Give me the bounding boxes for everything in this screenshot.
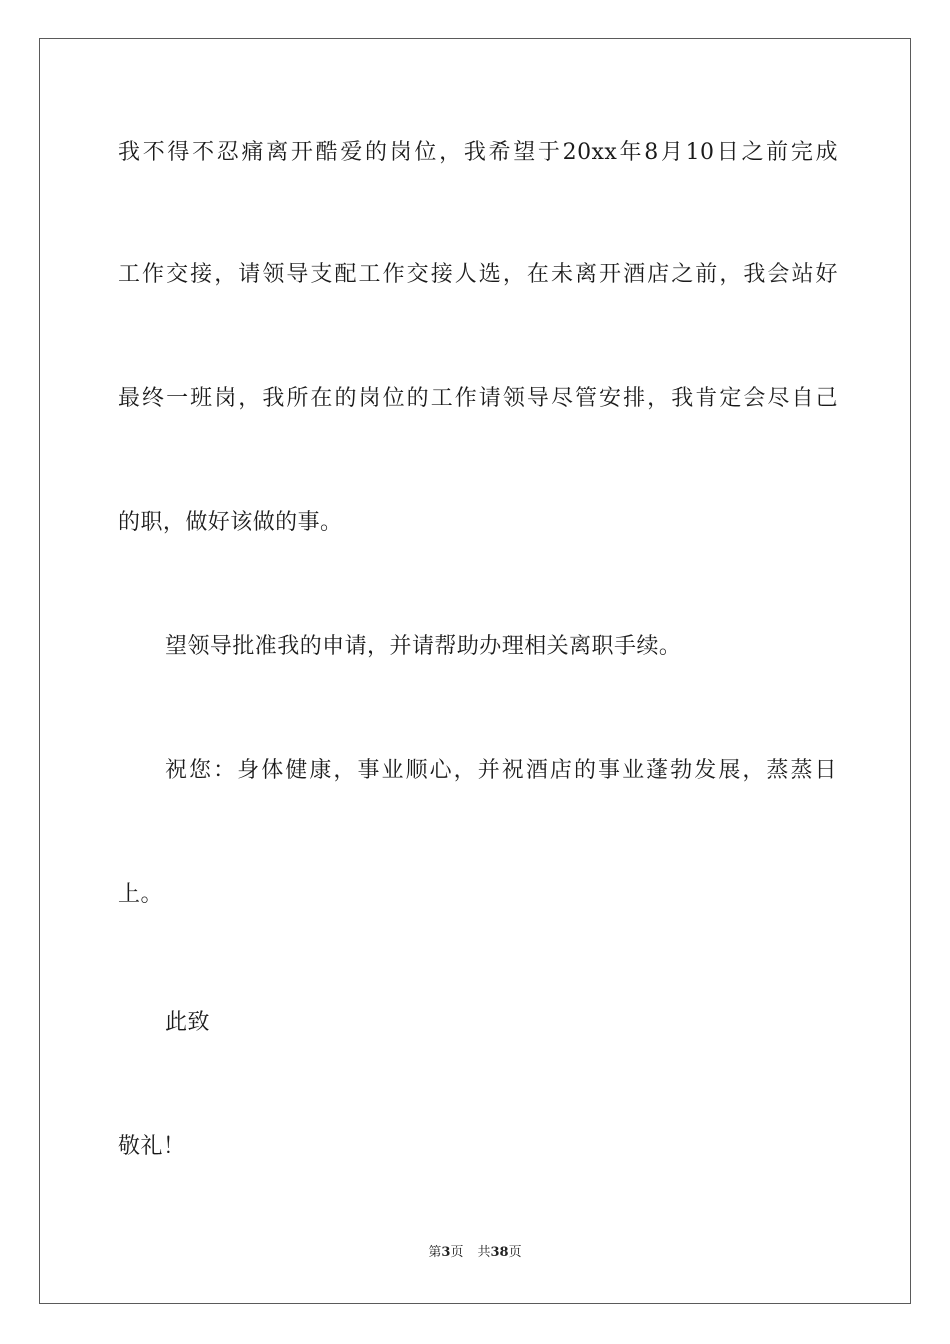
closing-regards: 敬礼！ [118,1134,186,1159]
wishes-line-2: 上。 [118,882,163,907]
closing-salutation: 此致 [165,1010,210,1035]
footer-page-prefix: 第 [428,1245,442,1260]
body-line-4: 的职，做好该做的事。 [118,510,343,535]
page-footer [0,1244,950,1262]
footer-total-prefix: 共 [477,1245,491,1260]
wishes-line-1: 祝您：身体健康，事业顺心，并祝酒店的事业蓬勃发展，蒸蒸日 [165,758,837,783]
body-line-2: 工作交接，请领导支配工作交接人选，在未离开酒店之前，我会站好 [118,262,838,287]
footer-total-number: 38 [490,1245,509,1260]
body-line-1: 我不得不忍痛离开酷爱的岗位，我希望于20xx年8月10日之前完成 [118,140,838,165]
footer-page-suffix: 页 [450,1245,464,1260]
request-paragraph: 望领导批准我的申请，并请帮助办理相关离职手续。 [165,634,682,659]
page-border [39,38,911,1304]
footer-total-suffix: 页 [508,1245,522,1260]
footer-page-number: 3 [441,1245,451,1260]
body-line-3: 最终一班岗，我所在的岗位的工作请领导尽管安排，我肯定会尽自己 [118,386,838,411]
